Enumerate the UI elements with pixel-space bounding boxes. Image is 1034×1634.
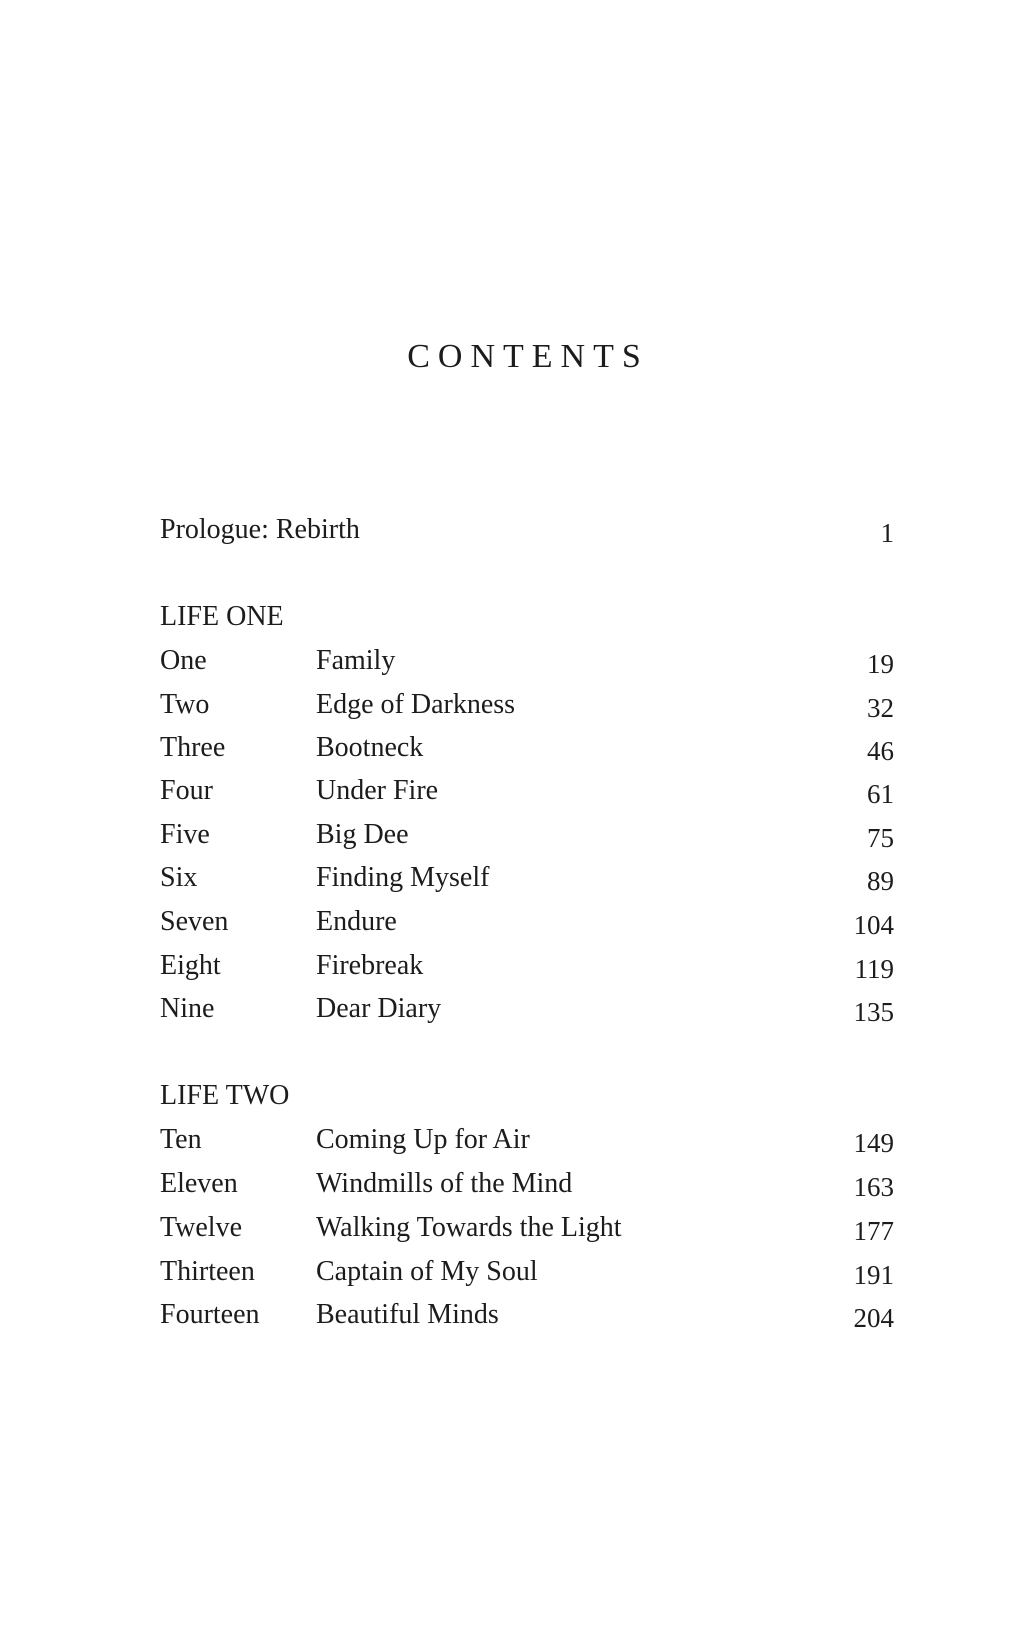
chapter-title: Coming Up for Air (316, 1124, 530, 1155)
chapter-title: Captain of My Soul (316, 1256, 538, 1287)
chapter-number: Two (160, 689, 210, 720)
chapter-number: Eight (160, 950, 221, 981)
toc-page-number: 163 (853, 1172, 894, 1202)
chapter-title: Edge of Darkness (316, 689, 516, 720)
chapter-number: Four (160, 775, 213, 806)
toc-entry[interactable] (160, 902, 894, 942)
chapter-number: Thirteen (160, 1256, 255, 1287)
chapter-title: Big Dee (316, 819, 409, 850)
toc-page-number: 75 (867, 823, 894, 853)
toc-entry[interactable] (160, 989, 894, 1029)
toc-entry[interactable] (160, 1120, 894, 1160)
toc-entry-prologue[interactable] (160, 510, 894, 550)
toc-entry[interactable] (160, 685, 894, 725)
toc-page-number: 19 (867, 649, 894, 679)
chapter-number: Twelve (160, 1212, 243, 1243)
toc-entry-title: Prologue: Rebirth (160, 514, 360, 545)
chapter-number: Fourteen (160, 1299, 260, 1330)
toc-page-number: 61 (867, 779, 894, 809)
toc-page-number: 32 (867, 693, 894, 723)
chapter-title: Firebreak (316, 950, 424, 981)
toc-page-number: 204 (853, 1303, 894, 1333)
part-heading-life-two: LIFE TWO (160, 1080, 290, 1111)
chapter-title: Family (316, 645, 396, 676)
toc-entry[interactable] (160, 771, 894, 811)
chapter-title: Beautiful Minds (316, 1299, 499, 1330)
toc-page-number: 46 (867, 736, 894, 766)
chapter-title: Endure (316, 906, 397, 937)
toc-page-number: 149 (853, 1128, 894, 1158)
chapter-title: Windmills of the Mind (316, 1168, 573, 1199)
chapter-number: Eleven (160, 1168, 238, 1199)
chapter-title: Walking Towards the Light (316, 1212, 622, 1243)
chapter-number: Five (160, 819, 210, 850)
toc-page-number: 135 (853, 997, 894, 1027)
toc-entry[interactable] (160, 1164, 894, 1204)
toc-entry[interactable] (160, 946, 894, 986)
toc-page-number: 177 (853, 1216, 894, 1246)
toc-page-number: 119 (854, 954, 894, 984)
toc-page-number: 1 (880, 518, 894, 548)
page-title: CONTENTS (407, 338, 649, 375)
toc-entry[interactable] (160, 728, 894, 768)
toc-entry[interactable] (160, 815, 894, 855)
toc-page-number: 191 (853, 1260, 894, 1290)
toc-entry[interactable] (160, 641, 894, 681)
chapter-title: Dear Diary (316, 993, 442, 1024)
chapter-number: One (160, 645, 207, 676)
part-heading-life-one: LIFE ONE (160, 601, 284, 632)
chapter-number: Six (160, 862, 198, 893)
toc-entry[interactable] (160, 1208, 894, 1248)
toc-page-number: 104 (853, 910, 894, 940)
chapter-title: Bootneck (316, 732, 424, 763)
chapter-title: Finding Myself (316, 862, 490, 893)
chapter-number: Ten (160, 1124, 202, 1155)
toc-entry[interactable] (160, 858, 894, 898)
chapter-title: Under Fire (316, 775, 439, 806)
chapter-number: Seven (160, 906, 229, 937)
toc-page-number: 89 (867, 866, 894, 896)
chapter-number: Three (160, 732, 226, 763)
chapter-number: Nine (160, 993, 215, 1024)
toc-entry[interactable] (160, 1295, 894, 1335)
toc-entry[interactable] (160, 1252, 894, 1292)
